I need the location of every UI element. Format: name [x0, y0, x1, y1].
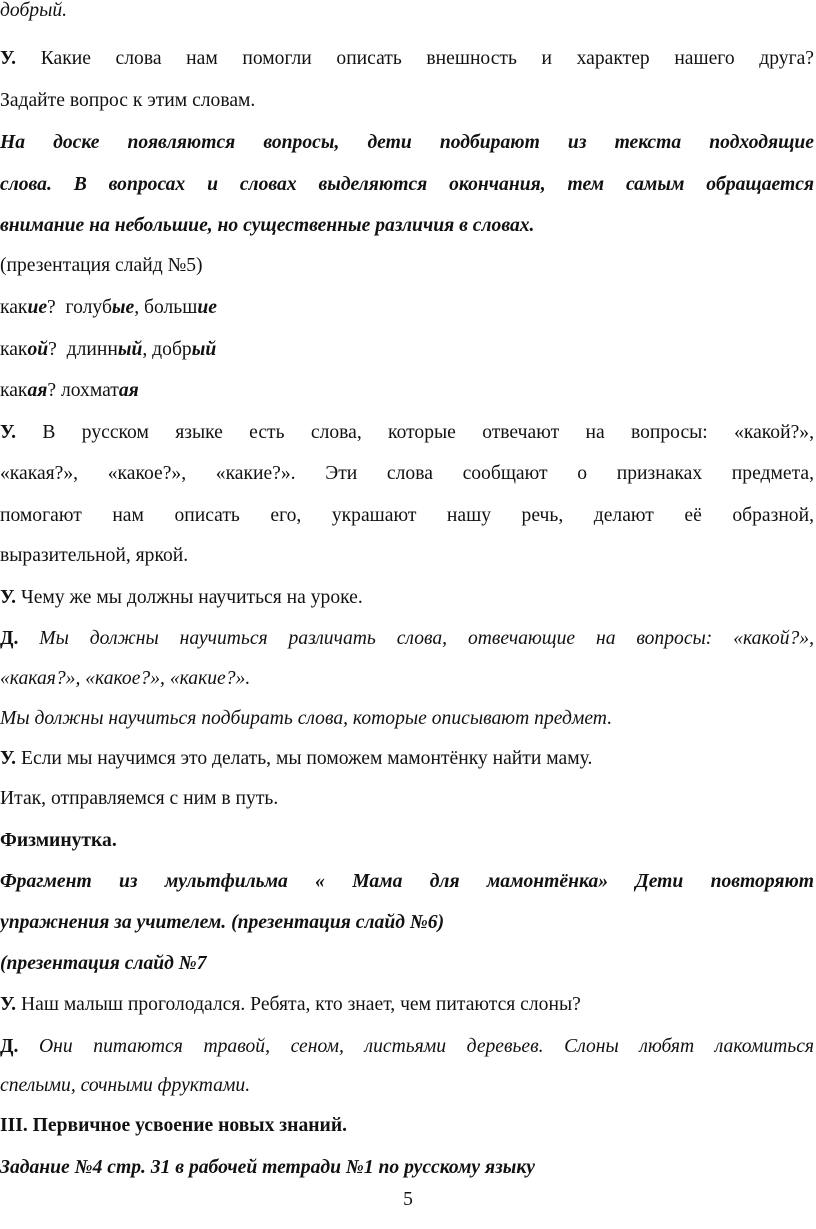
page-number: 5: [403, 1189, 413, 1210]
speaker-label: У.: [0, 994, 17, 1015]
word-ending: ие: [27, 297, 48, 318]
text-line: [0, 88, 814, 114]
speaker-label: У.: [0, 748, 17, 769]
line-text: На доске появляются вопросы, дети подбирают из текста подходящие: [0, 132, 814, 153]
line-text: слова. В вопросах и словах выделяются окончания, тем самым обращается: [0, 174, 814, 195]
speaker-label: У.: [0, 48, 17, 69]
punctuation: ?: [47, 297, 66, 318]
line-text: «какая?», «какое?», «какие?».: [0, 668, 251, 689]
line-text: (презентация слайд №7: [0, 953, 207, 974]
word-ending: ой: [27, 339, 49, 360]
line-text: Фрагмент из мультфильма « Мама для мамонтёнка» Дети повторяют: [0, 871, 814, 892]
speaker-label: У.: [0, 587, 17, 608]
word-ending: ая: [118, 380, 139, 401]
word-stem: добр: [152, 339, 192, 360]
stage-direction-line: [0, 951, 814, 977]
text-line: [0, 0, 814, 24]
word-ending: ый: [117, 339, 143, 360]
word-ending: ая: [27, 380, 48, 401]
word-ending: ые: [111, 297, 135, 318]
line-text: Мы должны научиться различать слова, отвечающие на вопросы: «какой?»,: [18, 628, 814, 649]
line-text: Они питаются травой, сеном, листьями деревьев. Слоны любят лакомиться: [18, 1036, 814, 1057]
section-heading: [0, 1113, 814, 1139]
children-line: [0, 1034, 814, 1060]
line-text: добрый.: [0, 0, 68, 21]
word-ending-row: [0, 295, 814, 321]
line-text: «какая?», «какое?», «какие?». Эти слова сообщают о признаках предмета,: [0, 463, 814, 484]
text-line: [0, 666, 814, 692]
word-stem: как: [0, 380, 28, 401]
word-stem: больш: [144, 297, 198, 318]
stage-direction-line: [0, 869, 814, 895]
line-text: В русском языке есть слова, которые отвечают на вопросы: «какой?»,: [16, 422, 814, 443]
teacher-line: [0, 746, 814, 772]
word-stem: голуб: [65, 297, 112, 318]
line-text: выразительной, яркой.: [0, 545, 189, 566]
teacher-line: [0, 46, 814, 72]
line-text: Если мы научимся это делать, мы поможем мамонтёнку найти маму.: [16, 748, 593, 769]
text-line: [0, 543, 814, 569]
text-line: [0, 706, 814, 732]
section-heading: [0, 828, 814, 854]
line-text: (презентация слайд №5): [0, 255, 203, 276]
stage-direction-line: [0, 172, 814, 198]
text-line: [0, 1073, 814, 1099]
text-line: [0, 503, 814, 529]
line-text: III. Первичное усвоение новых знаний.: [0, 1115, 348, 1136]
punctuation: ,: [134, 297, 145, 318]
speaker-label: Д.: [0, 628, 19, 649]
word-ending: ый: [191, 339, 217, 360]
punctuation: ,: [142, 339, 153, 360]
speaker-label: У.: [0, 422, 17, 443]
line-text: Какие слова нам помогли описать внешность и характер нашего друга?: [16, 48, 814, 69]
line-text: внимание на небольшие, но существенные различия в словах.: [0, 215, 535, 236]
word-ending-row: [0, 378, 814, 404]
punctuation: ?: [48, 339, 67, 360]
word-ending-row: [0, 337, 814, 363]
line-text: Задание №4 стр. 31 в рабочей тетради №1 по русскому языку: [0, 1157, 535, 1178]
punctuation: ?: [47, 380, 61, 401]
line-text: Мы должны научиться подбирать слова, которые описывают предмет.: [0, 708, 613, 729]
line-text: спелыми, сочными фруктами.: [0, 1075, 251, 1096]
word-stem: как: [0, 297, 28, 318]
text-line: [0, 786, 814, 812]
line-text: Задайте вопрос к этим словам.: [0, 90, 256, 111]
stage-direction-line: [0, 910, 814, 936]
word-stem: длинн: [66, 339, 118, 360]
word-stem: как: [0, 339, 28, 360]
children-line: [0, 626, 814, 652]
line-text: Чему же мы должны научиться на уроке.: [16, 587, 363, 608]
text-line: [0, 461, 814, 487]
line-text: Наш малыш проголодался. Ребята, кто знает, чем питаются слоны?: [16, 994, 581, 1015]
teacher-line: [0, 585, 814, 611]
speaker-label: Д.: [0, 1036, 19, 1057]
slide-reference: [0, 253, 814, 279]
teacher-line: [0, 420, 814, 446]
teacher-line: [0, 992, 814, 1018]
stage-direction-line: [0, 213, 814, 239]
line-text: помогают нам описать его, украшают нашу речь, делают её образной,: [0, 505, 814, 526]
line-text: упражнения за учителем. (презентация слайд №6): [0, 912, 445, 933]
line-text: Физминутка.: [0, 830, 117, 851]
word-stem: лохмат: [60, 380, 119, 401]
word-ending: ие: [197, 297, 217, 318]
line-text: Итак, отправляемся с ним в путь.: [0, 788, 279, 809]
stage-direction-line: [0, 130, 814, 156]
task-heading: [0, 1155, 814, 1181]
